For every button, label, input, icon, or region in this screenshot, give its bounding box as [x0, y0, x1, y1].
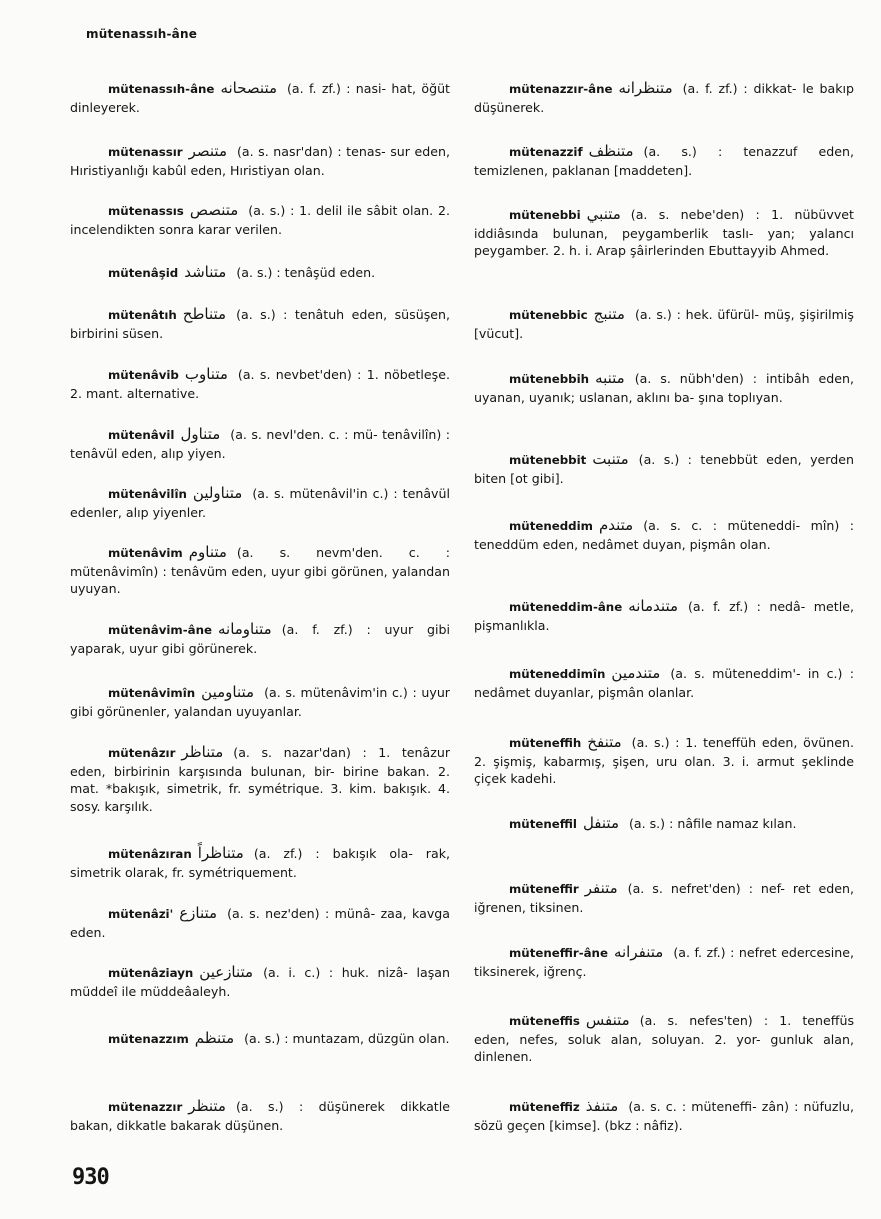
headword: mütenazzır [108, 1100, 183, 1114]
arabic-script: متنظف [588, 142, 634, 160]
page-number: 930 [72, 1165, 109, 1190]
definition: (a. s. nefret'den) : nef- ret eden, iğrenen, tiksinen. [474, 881, 854, 915]
dictionary-entry [474, 880, 854, 916]
dictionary-entry [70, 905, 450, 941]
arabic-script: متنظم [194, 1029, 235, 1047]
headword: mütenassır [108, 145, 183, 159]
definition: (a. s. nez'den) : münâ- zaa, kavga eden. [70, 906, 450, 940]
definition: (a. s.) : tenazzuf eden, temizlenen, paklanan [maddeten]. [474, 144, 854, 178]
dictionary-entry [70, 143, 450, 179]
dictionary-entry [70, 485, 450, 521]
headword: mütenâtıh [108, 308, 177, 322]
arabic-script: متناظر [181, 743, 224, 761]
headword: mütenâvimîn [108, 686, 196, 700]
arabic-script: متنفل [582, 814, 619, 832]
dictionary-entry [70, 621, 450, 657]
arabic-script: متنازع [179, 904, 218, 922]
dictionary-entry [70, 80, 450, 116]
dictionary-entry [474, 598, 854, 634]
headword: mütenâvil [108, 428, 175, 442]
headword: müteneddimîn [509, 667, 606, 681]
definition: (a. s.) : 1. delil ile sâbit olan. 2. incelendikten sonra karar verilen. [70, 203, 450, 237]
definition: (a. f. zf.) : nedâ- metle, pişmanlıkla. [474, 599, 854, 633]
dictionary-entry [474, 80, 854, 116]
dictionary-entry [70, 202, 450, 238]
headword: mütenazzır-âne [509, 82, 613, 96]
dictionary-entry [70, 1098, 450, 1134]
definition: (a. s. nebe'den) : 1. nübüvvet iddiâsında bulunan, peygamberlik taslı- yan; yalancı peygamber. 2. h. i. Arap şâirlerinden Ebuttayyib Ahmed. [474, 207, 854, 259]
arabic-script: متنظر [188, 1097, 226, 1115]
headword: mütenebbih [509, 372, 590, 386]
arabic-script: متنبت [592, 450, 629, 468]
headword: müteneffih [509, 736, 582, 750]
arabic-script: متناطح [182, 305, 227, 323]
dictionary-entry [474, 370, 854, 406]
headword: mütenâvim-âne [108, 623, 212, 637]
arabic-script: متنازعين [199, 963, 254, 981]
definition: (a. s. mütenâvim'in c.) : uyur gibi görünenler, yalandan uyuyanlar. [70, 685, 450, 719]
dictionary-entry [474, 143, 854, 179]
definition: (a. s.) : tenebbüt eden, yerden biten [ot gibi]. [474, 452, 854, 486]
definition: (a. f. zf.) : dikkat- le bakıp düşünerek. [474, 81, 854, 115]
dictionary-entry [70, 684, 450, 720]
arabic-script: متندمانه [628, 597, 679, 615]
dictionary-entry [474, 944, 854, 980]
definition: (a. s.) : tenâşüd eden. [236, 265, 376, 280]
headword: müteneddim-âne [509, 600, 623, 614]
arabic-script: متندم [598, 516, 634, 534]
running-head: mütenassıh-âne [86, 27, 198, 41]
definition: (a. s. nevbet'den) : 1. nöbetleşe. 2. mant. alternative. [70, 367, 450, 401]
dictionary-entry [70, 306, 450, 342]
headword: müteneffir [509, 882, 579, 896]
arabic-script: متناوم [188, 543, 227, 561]
dictionary-entry [70, 544, 450, 598]
headword: mütenâzi' [108, 907, 174, 921]
dictionary-entry [474, 451, 854, 487]
definition: (a. s.) : muntazam, düzgün olan. [244, 1031, 450, 1046]
definition: (a. s. nazar'dan) : 1. tenâzur eden, birbirinin karşısında bulunan, bir- birine bakan. 2. mat. *bakışık, simetrik, fr. symétrique. 3. kim. bakışık. 4. sosy. karşılık. [70, 745, 450, 814]
arabic-script: متناومين [201, 683, 255, 701]
dictionary-entry [70, 744, 450, 815]
dictionary-entry [70, 264, 450, 283]
definition: (a. i. c.) : huk. nizâ- laşan müddeî ile müddeâaleyh. [70, 965, 450, 999]
headword: müteneffil [509, 817, 577, 831]
definition: (a. s. nevl'den. c. : mü- tenâvilîn) : tenâvül eden, alıp yiyen. [70, 427, 450, 461]
dictionary-entry [70, 1030, 450, 1049]
arabic-script: متنبه [595, 369, 625, 387]
headword: mütenebbit [509, 453, 587, 467]
definition: (a. s. nevm'den. c. : mütenâvimîn) : tenâvüm eden, uyur gibi görünen, yalandan uyuyan. [70, 545, 450, 597]
definition: (a. s.) : 1. teneffüh eden, övünen. 2. şişmiş, kabarmış, şişen, uru olan. 3. i. armut şeklinde çiçek kadehi. [474, 735, 854, 787]
headword: mütenâvim [108, 546, 183, 560]
definition: (a. f. zf.) : nasi- hat, öğüt dinleyerek. [70, 81, 450, 115]
headword: mütenazzım [108, 1032, 189, 1046]
headword: mütenâziayn [108, 966, 194, 980]
dictionary-entry [474, 306, 854, 342]
dictionary-entry [474, 1012, 854, 1066]
arabic-script: متنفخ [587, 733, 622, 751]
definition: (a. f. zf.) : uyur gibi yaparak, uyur gibi görünerek. [70, 622, 450, 656]
definition: (a. s.) : düşünerek dikkatle bakan, dikkatle bakarak düşünen. [70, 1099, 450, 1133]
headword: mütenâzır [108, 746, 176, 760]
arabic-script: متنصحانه [220, 79, 278, 97]
definition: (a. s. nasr'dan) : tenas- sur eden, Hıristiyanlığı kabûl eden, Hıristiyan olan. [70, 144, 450, 178]
definition: (a. s. mütenâvil'in c.) : tenâvül edenler, alıp yiyenler. [70, 486, 450, 520]
definition: (a. s. nübh'den) : intibâh eden, uyanan, uyanık; uslanan, aklını ba- şına toplıyan. [474, 371, 854, 405]
arabic-script: متنفرانه [613, 943, 664, 961]
headword: müteneffiz [509, 1100, 580, 1114]
headword: mütenassıs [108, 204, 184, 218]
headword: mütenazzif [509, 145, 583, 159]
dictionary-entry [474, 665, 854, 701]
definition: (a. s. c. : müteneddi- mîn) : teneddüm eden, nedâmet duyan, pişmân olan. [474, 518, 854, 552]
headword: mütenebbi [509, 208, 581, 222]
dictionary-entry [70, 845, 450, 881]
definition: (a. s. c. : müteneffi- zân) : nüfuzlu, sözü geçen [kimse]. (bkz : nâfiz). [474, 1099, 854, 1133]
definition: (a. s. nefes'ten) : 1. teneffüs eden, nefes, soluk alan, soluyan. 2. yor- gunluk alan, dinlenen. [474, 1013, 854, 1065]
headword: müteneffis [509, 1014, 580, 1028]
arabic-script: متندمين [611, 664, 661, 682]
dictionary-entry [474, 1098, 854, 1134]
dictionary-entry [474, 734, 854, 788]
arabic-script: متناول [180, 425, 221, 443]
definition: (a. s.) : hek. üfürül- müş, şişirilmiş [vücut]. [474, 307, 854, 341]
dictionary-entry [474, 517, 854, 553]
arabic-script: متناظراً [197, 844, 244, 862]
arabic-script: متنفذ [585, 1097, 619, 1115]
dictionary-entry [70, 964, 450, 1000]
arabic-script: متناولين [192, 484, 243, 502]
arabic-script: متنظرانه [618, 79, 673, 97]
definition: (a. zf.) : bakışık ola- rak, simetrik olarak, fr. symétriquement. [70, 846, 450, 880]
headword: mütenâşid [108, 266, 179, 280]
arabic-script: متناوب [184, 365, 228, 383]
arabic-script: متنفس [585, 1011, 630, 1029]
arabic-script: متنصر [188, 142, 227, 160]
headword: mütenâvib [108, 368, 179, 382]
dictionary-entry [474, 206, 854, 260]
headword: mütenâvilîn [108, 487, 187, 501]
dictionary-entry [70, 426, 450, 462]
headword: mütenebbic [509, 308, 588, 322]
definition: (a. s.) : tenâtuh eden, süsüşen, birbirini süsen. [70, 307, 450, 341]
arabic-script: متنصص [189, 201, 239, 219]
headword: müteneffir-âne [509, 946, 608, 960]
definition: (a. f. zf.) : nefret edercesine, tiksinerek, iğrenç. [474, 945, 854, 979]
arabic-script: متنبج [593, 305, 625, 323]
definition: (a. s. müteneddim'- in c.) : nedâmet duyanlar, pişmân olanlar. [474, 666, 854, 700]
arabic-script: متنفر [584, 879, 618, 897]
arabic-script: متنبي [586, 205, 621, 223]
headword: mütenassıh-âne [108, 82, 215, 96]
definition: (a. s.) : nâfile namaz kılan. [628, 816, 797, 831]
arabic-script: متناومانه [217, 620, 272, 638]
arabic-script: متناشد [184, 263, 227, 281]
headword: müteneddim [509, 519, 593, 533]
dictionary-entry [70, 366, 450, 402]
dictionary-entry [474, 815, 854, 834]
headword: mütenâzıran [108, 847, 192, 861]
